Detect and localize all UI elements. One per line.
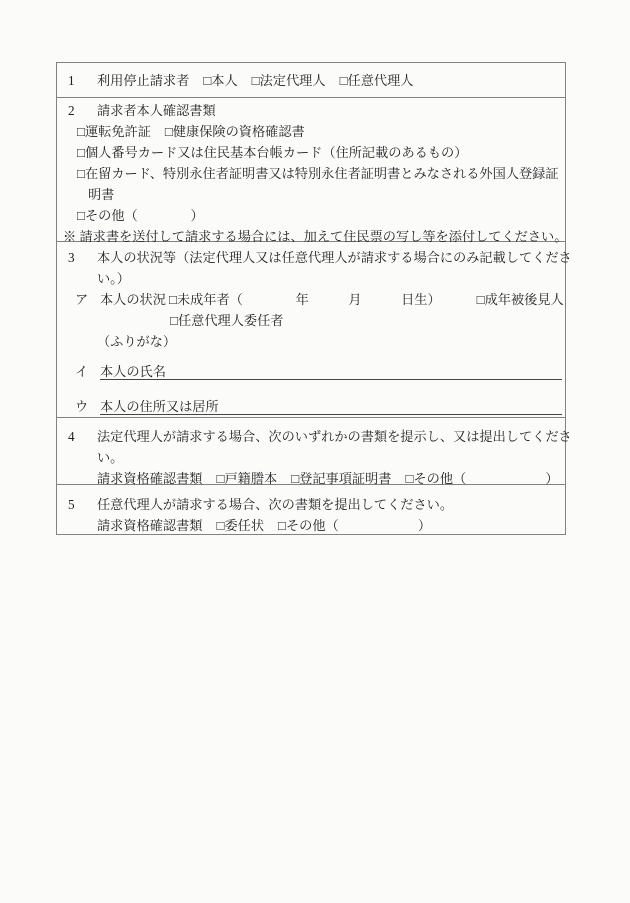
- usage-stop-request-form-table: [56, 62, 572, 535]
- section-5-voluntary-representative-documents: [57, 484, 565, 534]
- section-1-number: 1: [68, 72, 75, 88]
- checkbox-health-insurance-certificate: □健康保険の資格確認書: [164, 124, 305, 139]
- address-field-label: 本人の住所又は居所: [100, 399, 219, 414]
- section-4-document-options: [57, 468, 565, 489]
- checkbox-adult-ward: □成年被後見人: [476, 292, 564, 307]
- section-4-legal-representative-documents: [57, 417, 572, 486]
- section-3-title: 本人の状況等（法定代理人又は任意代理人が請求する場合にのみ記載してくださ: [97, 250, 572, 265]
- section-5-heading: [57, 494, 565, 515]
- section-1-requester: [57, 63, 565, 97]
- sub-item-a-marker: ア: [75, 292, 89, 307]
- address-field-underline: [100, 399, 562, 415]
- sub-item-i-name-field: [57, 364, 565, 382]
- sub-item-a-label: 本人の状況: [100, 292, 166, 307]
- section-2-identity-documents: [57, 97, 568, 244]
- mailing-note: ※ 請求書を送付して請求する場合には、加えて住民票の写し等を添付してください。: [63, 229, 568, 244]
- checkbox-family-register-copy: □戸籍謄本: [216, 471, 278, 486]
- section-3-principal-status: [57, 241, 572, 417]
- section-1-line: [57, 70, 413, 91]
- sub-item-u-address-field: [57, 399, 565, 417]
- section-5-body: 任意代理人が請求する場合、次の書類を提出してください。: [97, 497, 454, 512]
- section-1-title: 利用停止請求者: [97, 72, 190, 88]
- checkbox-minor: □未成年者（ 年 月 日生）: [168, 292, 441, 307]
- checkbox-other-qualification-document: □その他（ ）: [405, 471, 559, 486]
- name-field-label: 本人の氏名: [100, 364, 166, 379]
- checkbox-mynumber-card: □個人番号カード又は住民基本台帳カード（住所記載のあるもの）: [77, 145, 468, 160]
- checkbox-other-proxy-document: □その他（ ）: [278, 518, 432, 533]
- sub-item-a-status: [57, 289, 565, 310]
- section-4-heading: [57, 426, 572, 447]
- section-5-number: 5: [68, 497, 75, 512]
- sub-item-u-marker: ウ: [75, 399, 89, 414]
- sub-item-i-marker: イ: [75, 364, 89, 379]
- section-3-title-continuation: い。）: [97, 271, 130, 286]
- section-5-document-options: [57, 515, 565, 536]
- checkbox-registry-certificate: □登記事項証明書: [291, 471, 392, 486]
- checkbox-voluntary-delegator: □任意代理人委任者: [170, 313, 284, 328]
- checkbox-principal: □本人: [203, 72, 238, 88]
- checkbox-legal-representative: □法定代理人: [251, 72, 326, 88]
- section-2-number: 2: [68, 103, 75, 118]
- section-4-number: 4: [68, 429, 75, 444]
- checkbox-other-identity-document: □その他（ ）: [77, 208, 204, 223]
- checkbox-power-of-attorney: □委任状: [216, 518, 265, 533]
- section-4-body-continuation: い。: [97, 450, 124, 465]
- section-4-doc-label: 請求資格確認書類: [97, 471, 203, 486]
- section-4-body: 法定代理人が請求する場合、次のいずれかの書類を提示し、又は提出してくださ: [97, 429, 572, 444]
- section-3-number: 3: [68, 250, 75, 265]
- section-3-heading: [57, 247, 572, 268]
- checkbox-residence-card-continuation: 明書: [88, 187, 115, 202]
- section-2-title: 請求者本人確認書類: [97, 103, 216, 118]
- section-5-doc-label: 請求資格確認書類: [97, 518, 203, 533]
- section-2-heading: [57, 100, 565, 121]
- checkbox-voluntary-representative: □任意代理人: [339, 72, 414, 88]
- checkbox-drivers-license: □運転免許証: [77, 124, 151, 139]
- checkbox-residence-card: □在留カード、特別永住者証明書又は特別永住者証明書とみなされる外国人登録証: [77, 166, 559, 181]
- furigana-label: （ふりがな）: [97, 334, 177, 349]
- section-2-item-line-1: [57, 121, 565, 142]
- name-field-underline: [100, 364, 562, 380]
